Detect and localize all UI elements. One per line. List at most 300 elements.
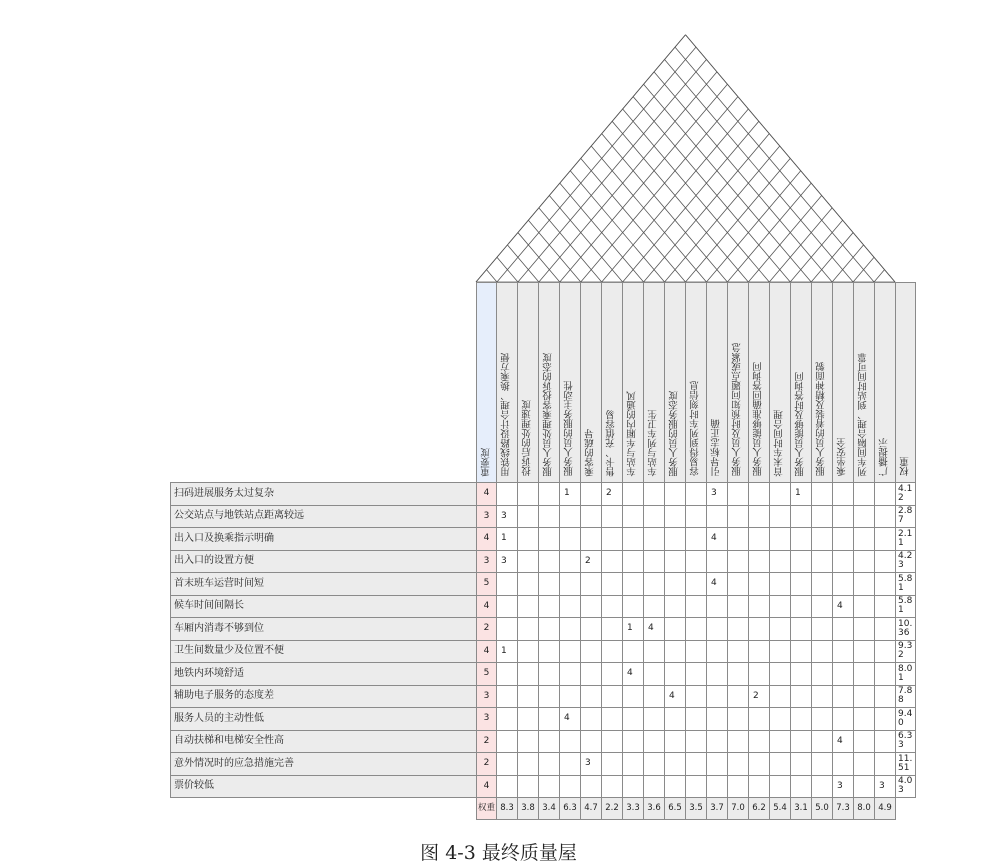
relationship-cell (622, 752, 644, 776)
relationship-cell (748, 482, 770, 506)
requirement-weight: 4.12 (895, 482, 916, 506)
importance-value: 4 (476, 595, 497, 619)
relationship-cell (727, 527, 749, 551)
relationship-cell: 3 (580, 752, 602, 776)
figure-caption: 图 4-3 最终质量屋 (420, 842, 577, 864)
characteristic-header (643, 282, 665, 483)
relationship-cell (559, 752, 581, 776)
relationship-cell (643, 640, 665, 664)
characteristic-header-label: 乘客的疏导 (585, 428, 597, 476)
roof-grid-line (874, 270, 884, 282)
relationship-cell (790, 550, 812, 574)
relationship-cell (664, 640, 686, 664)
relationship-cell (811, 662, 833, 686)
requirement-weight: 2.87 (895, 505, 916, 529)
relationship-cell (769, 595, 791, 619)
characteristic-header (601, 282, 623, 483)
characteristic-header-label: 服务人员处理乘客投诉的态度 (543, 352, 555, 476)
characteristic-weight: 6.3 (559, 797, 581, 820)
relationship-cell (538, 550, 560, 574)
characteristic-header-label: 引导标志正确 (711, 419, 723, 476)
relationship-cell (664, 527, 686, 551)
relationship-cell (517, 685, 539, 709)
relationship-cell (811, 550, 833, 574)
relationship-cell (790, 617, 812, 641)
relationship-cell (580, 482, 602, 506)
relationship-cell (496, 595, 518, 619)
roof-grid-line (665, 146, 780, 282)
relationship-cell (580, 572, 602, 596)
relationship-cell (559, 505, 581, 529)
relationship-cell (517, 595, 539, 619)
relationship-cell (685, 617, 707, 641)
relationship-cell (664, 595, 686, 619)
relationship-cell (748, 617, 770, 641)
relationship-cell (832, 752, 854, 776)
characteristic-header-label: 车站与列车卫生 (648, 409, 660, 476)
relationship-cell (643, 662, 665, 686)
relationship-cell (769, 617, 791, 641)
relationship-cell (727, 685, 749, 709)
requirement-weight: 9.32 (895, 640, 916, 664)
relationship-cell (853, 527, 875, 551)
relationship-cell (832, 572, 854, 596)
relationship-cell (559, 730, 581, 754)
importance-value: 4 (476, 640, 497, 664)
relationship-cell (727, 752, 749, 776)
roof-grid-line (528, 220, 580, 282)
relationship-cell (706, 775, 728, 799)
relationship-cell (748, 707, 770, 731)
relationship-cell (664, 482, 686, 506)
relationship-cell (811, 707, 833, 731)
requirement-weight: 5.81 (895, 595, 916, 619)
relationship-cell (580, 707, 602, 731)
relationship-cell (853, 730, 875, 754)
relationship-cell (643, 482, 665, 506)
importance-value: 3 (476, 707, 497, 731)
relationship-cell (559, 527, 581, 551)
roof-grid-line (706, 171, 800, 282)
characteristic-header (853, 282, 875, 483)
relationship-cell (790, 505, 812, 529)
relationship-cell (685, 685, 707, 709)
importance-value: 3 (476, 685, 497, 709)
customer-requirement: 候车时间间隔长 (170, 595, 477, 619)
relationship-cell (622, 482, 644, 506)
customer-requirement: 服务人员的主动性低 (170, 707, 477, 731)
characteristic-header-label: 服务人员能够及时答询问 (795, 371, 807, 476)
relationship-cell (685, 595, 707, 619)
characteristic-weight: 6.2 (748, 797, 770, 820)
relationship-cell (874, 617, 896, 641)
relationship-cell: 3 (496, 505, 518, 529)
roof-grid-line (633, 97, 790, 282)
relationship-cell (727, 640, 749, 664)
relationship-cell (643, 752, 665, 776)
relationship-cell (769, 572, 791, 596)
relationship-cell (643, 685, 665, 709)
relationship-cell (853, 505, 875, 529)
relationship-cell (664, 550, 686, 574)
importance-value: 4 (476, 527, 497, 551)
relationship-cell (811, 617, 833, 641)
characteristic-header (496, 282, 518, 483)
relationship-cell: 1 (559, 482, 581, 506)
relationship-cell (853, 752, 875, 776)
characteristic-header (706, 282, 728, 483)
relationship-cell (832, 617, 854, 641)
relationship-cell (706, 707, 728, 731)
relationship-cell (811, 572, 833, 596)
relationship-cell (580, 775, 602, 799)
customer-requirement: 公交站点与地铁站点距离较远 (170, 505, 477, 529)
relationship-cell (517, 752, 539, 776)
relationship-cell (496, 775, 518, 799)
importance-value: 5 (476, 572, 497, 596)
relationship-cell (538, 617, 560, 641)
relationship-cell (601, 617, 623, 641)
relationship-cell (748, 730, 770, 754)
relationship-cell (601, 527, 623, 551)
relationship-cell (643, 572, 665, 596)
roof-grid-line (623, 121, 759, 282)
relationship-cell (853, 775, 875, 799)
relationship-cell (517, 572, 539, 596)
roof-grid-line (675, 47, 874, 282)
relationship-cell (664, 730, 686, 754)
relationship-cell (853, 640, 875, 664)
relationship-cell (748, 640, 770, 664)
relationship-cell (496, 662, 518, 686)
relationship-cell (601, 550, 623, 574)
relationship-cell (748, 752, 770, 776)
relationship-cell: 4 (706, 527, 728, 551)
relationship-cell (811, 595, 833, 619)
relationship-cell (559, 595, 581, 619)
relationship-cell: 4 (664, 685, 686, 709)
relationship-cell (685, 640, 707, 664)
relationship-cell (559, 685, 581, 709)
relationship-cell (769, 662, 791, 686)
weight-header (895, 282, 916, 483)
customer-requirement: 票价较低 (170, 775, 477, 799)
relationship-cell (748, 662, 770, 686)
importance-value: 2 (476, 617, 497, 641)
relationship-cell (706, 730, 728, 754)
relationship-cell (538, 730, 560, 754)
relationship-cell (811, 640, 833, 664)
characteristic-header (748, 282, 770, 483)
relationship-cell (559, 775, 581, 799)
characteristic-weight: 6.5 (664, 797, 686, 820)
customer-requirement: 车厢内消毒不够到位 (170, 617, 477, 641)
relationship-cell (748, 505, 770, 529)
relationship-cell (832, 527, 854, 551)
roof-grid-line (612, 121, 748, 282)
relationship-cell (874, 595, 896, 619)
relationship-cell (664, 617, 686, 641)
relationship-cell (538, 595, 560, 619)
relationship-cell (790, 752, 812, 776)
relationship-cell (685, 707, 707, 731)
characteristic-header-label: 服务人员的着装及精神面貌 (816, 362, 828, 476)
relationship-cell (727, 595, 749, 619)
characteristic-header-label: 列车间隔合理、到站时间可靠 (858, 352, 870, 476)
importance-value: 4 (476, 775, 497, 799)
relationship-cell (622, 730, 644, 754)
relationship-cell: 4 (706, 572, 728, 596)
characteristic-weight: 4.7 (580, 797, 602, 820)
relationship-cell (664, 707, 686, 731)
relationship-cell (559, 640, 581, 664)
relationship-cell (769, 730, 791, 754)
relationship-cell (874, 685, 896, 709)
requirement-weight: 6.33 (895, 730, 916, 754)
relationship-cell (790, 707, 812, 731)
relationship-cell (727, 550, 749, 574)
relationship-cell (790, 775, 812, 799)
relationship-cell (706, 752, 728, 776)
relationship-cell (790, 595, 812, 619)
relationship-cell (853, 685, 875, 709)
relationship-cell (832, 707, 854, 731)
relationship-cell: 4 (622, 662, 644, 686)
customer-requirement: 自动扶梯和电梯安全性高 (170, 730, 477, 754)
relationship-cell (643, 707, 665, 731)
characteristic-weight: 5.4 (769, 797, 791, 820)
characteristic-header (811, 282, 833, 483)
relationship-cell: 2 (748, 685, 770, 709)
relationship-cell (496, 707, 518, 731)
relationship-cell (727, 775, 749, 799)
relationship-cell (769, 550, 791, 574)
relationship-cell (622, 775, 644, 799)
customer-requirement: 出入口及换乘指示明确 (170, 527, 477, 551)
importance-value: 5 (476, 662, 497, 686)
relationship-cell (832, 662, 854, 686)
relationship-cell: 3 (832, 775, 854, 799)
characteristic-weight: 8.3 (496, 797, 518, 820)
relationship-cell (517, 730, 539, 754)
customer-requirement: 意外情况时的应急措施完善 (170, 752, 477, 776)
relationship-cell (538, 482, 560, 506)
requirement-weight: 8.01 (895, 662, 916, 686)
importance-value: 3 (476, 505, 497, 529)
characteristic-header-label: 服务人员能够准确回答询问 (753, 362, 765, 476)
relationship-cell (811, 730, 833, 754)
relationship-cell (622, 527, 644, 551)
characteristic-weight: 3.1 (790, 797, 812, 820)
relationship-cell (517, 550, 539, 574)
relationship-cell (643, 775, 665, 799)
relationship-cell (853, 482, 875, 506)
relationship-cell (811, 505, 833, 529)
relationship-cell (853, 662, 875, 686)
relationship-cell (727, 662, 749, 686)
relationship-cell (853, 595, 875, 619)
characteristic-weight: 2.2 (601, 797, 623, 820)
characteristic-header-label: 服务人员及时预知问题点或紧急 (732, 343, 744, 476)
roof-grid-line (748, 195, 821, 282)
characteristic-weight: 8.0 (853, 797, 875, 820)
relationship-cell (874, 662, 896, 686)
relationship-cell (706, 505, 728, 529)
relationship-cell: 2 (601, 482, 623, 506)
relationship-cell (748, 572, 770, 596)
relationship-cell (874, 550, 896, 574)
relationship-cell (706, 550, 728, 574)
characteristic-header (664, 282, 686, 483)
characteristic-weight: 3.8 (517, 797, 539, 820)
characteristic-weight: 4.9 (874, 797, 896, 820)
relationship-cell (538, 527, 560, 551)
relationship-cell (832, 550, 854, 574)
relationship-cell (496, 617, 518, 641)
relationship-cell (790, 685, 812, 709)
relationship-cell (769, 640, 791, 664)
relationship-cell (811, 685, 833, 709)
relationship-cell: 3 (874, 775, 896, 799)
relationship-cell: 4 (832, 595, 854, 619)
customer-requirement: 首末班车运营时间短 (170, 572, 477, 596)
relationship-cell (832, 505, 854, 529)
relationship-cell (790, 662, 812, 686)
relationship-cell (874, 482, 896, 506)
relationship-cell (601, 505, 623, 529)
relationship-cell: 4 (643, 617, 665, 641)
relationship-cell (580, 662, 602, 686)
characteristic-header (790, 282, 812, 483)
relationship-cell (727, 730, 749, 754)
importance-header (476, 282, 497, 483)
relationship-cell (580, 640, 602, 664)
relationship-cell (601, 752, 623, 776)
relationship-cell (769, 775, 791, 799)
relationship-cell (853, 550, 875, 574)
relationship-cell (685, 752, 707, 776)
characteristic-header-label: 服务人员的服务态度 (669, 390, 681, 476)
relationship-cell (706, 640, 728, 664)
relationship-cell (538, 685, 560, 709)
relationship-cell (685, 505, 707, 529)
characteristic-weight: 3.7 (706, 797, 728, 820)
characteristic-header (580, 282, 602, 483)
relationship-cell (853, 707, 875, 731)
relationship-cell (685, 775, 707, 799)
relationship-cell (853, 617, 875, 641)
characteristic-header-label: 乘坐安全 (837, 438, 849, 476)
roof-grid-line (591, 146, 706, 282)
relationship-cell (538, 752, 560, 776)
roof-grid-line (581, 97, 738, 282)
relationship-cell (580, 685, 602, 709)
requirement-weight: 11.51 (895, 752, 916, 776)
relationship-cell: 4 (832, 730, 854, 754)
importance-value: 3 (476, 550, 497, 574)
characteristic-header (874, 282, 896, 483)
relationship-cell (874, 572, 896, 596)
requirement-weight: 9.40 (895, 707, 916, 731)
importance-value: 4 (476, 482, 497, 506)
relationship-cell (664, 572, 686, 596)
relationship-cell (874, 505, 896, 529)
relationship-cell (538, 662, 560, 686)
characteristic-header (517, 282, 539, 483)
relationship-cell (769, 482, 791, 506)
relationship-cell (685, 527, 707, 551)
requirement-weight: 7.88 (895, 685, 916, 709)
relationship-cell: 1 (790, 482, 812, 506)
relationship-cell (664, 752, 686, 776)
relationship-cell (832, 482, 854, 506)
relationship-cell (517, 640, 539, 664)
roof-grid-line (497, 47, 696, 282)
roof-grid-line (486, 270, 496, 282)
relationship-cell (538, 640, 560, 664)
characteristic-header-label: 容易得到列车时刻信息 (690, 381, 702, 476)
relationship-cell (790, 730, 812, 754)
characteristic-weight: 7.0 (727, 797, 749, 820)
relationship-cell (790, 640, 812, 664)
characteristic-header (769, 282, 791, 483)
relationship-cell (748, 527, 770, 551)
relationship-cell: 1 (496, 527, 518, 551)
relationship-cell (538, 707, 560, 731)
relationship-cell (601, 640, 623, 664)
relationship-cell (601, 595, 623, 619)
relationship-cell: 3 (706, 482, 728, 506)
requirement-weight: 5.81 (895, 572, 916, 596)
relationship-cell (601, 775, 623, 799)
relationship-cell (832, 640, 854, 664)
characteristic-weight: 3.3 (622, 797, 644, 820)
relationship-cell (517, 775, 539, 799)
relationship-cell (517, 707, 539, 731)
relationship-cell (811, 752, 833, 776)
customer-requirement: 出入口的设置方便 (170, 550, 477, 574)
total-weight-label: 权重 (476, 797, 497, 820)
relationship-cell (727, 505, 749, 529)
relationship-cell (622, 685, 644, 709)
relationship-cell (643, 550, 665, 574)
relationship-cell (769, 752, 791, 776)
relationship-cell (769, 527, 791, 551)
relationship-cell (559, 662, 581, 686)
relationship-cell (685, 482, 707, 506)
relationship-cell (517, 662, 539, 686)
relationship-cell (538, 505, 560, 529)
relationship-cell (496, 752, 518, 776)
relationship-cell (580, 617, 602, 641)
characteristic-header-label: 车站与车厢内的通风 (627, 390, 639, 476)
relationship-cell: 1 (622, 617, 644, 641)
relationship-cell (832, 685, 854, 709)
roof-grid-line (570, 171, 664, 282)
characteristic-weight: 3.6 (643, 797, 665, 820)
relationship-cell (517, 482, 539, 506)
relationship-cell: 3 (496, 550, 518, 574)
relationship-cell (727, 572, 749, 596)
relationship-cell (874, 527, 896, 551)
characteristic-header-label: 投诉后的处理速度 (522, 400, 534, 476)
requirement-weight: 4.03 (895, 775, 916, 799)
relationship-cell (769, 505, 791, 529)
relationship-cell (874, 707, 896, 731)
relationship-cell (517, 527, 539, 551)
characteristic-header (685, 282, 707, 483)
relationship-cell (706, 685, 728, 709)
